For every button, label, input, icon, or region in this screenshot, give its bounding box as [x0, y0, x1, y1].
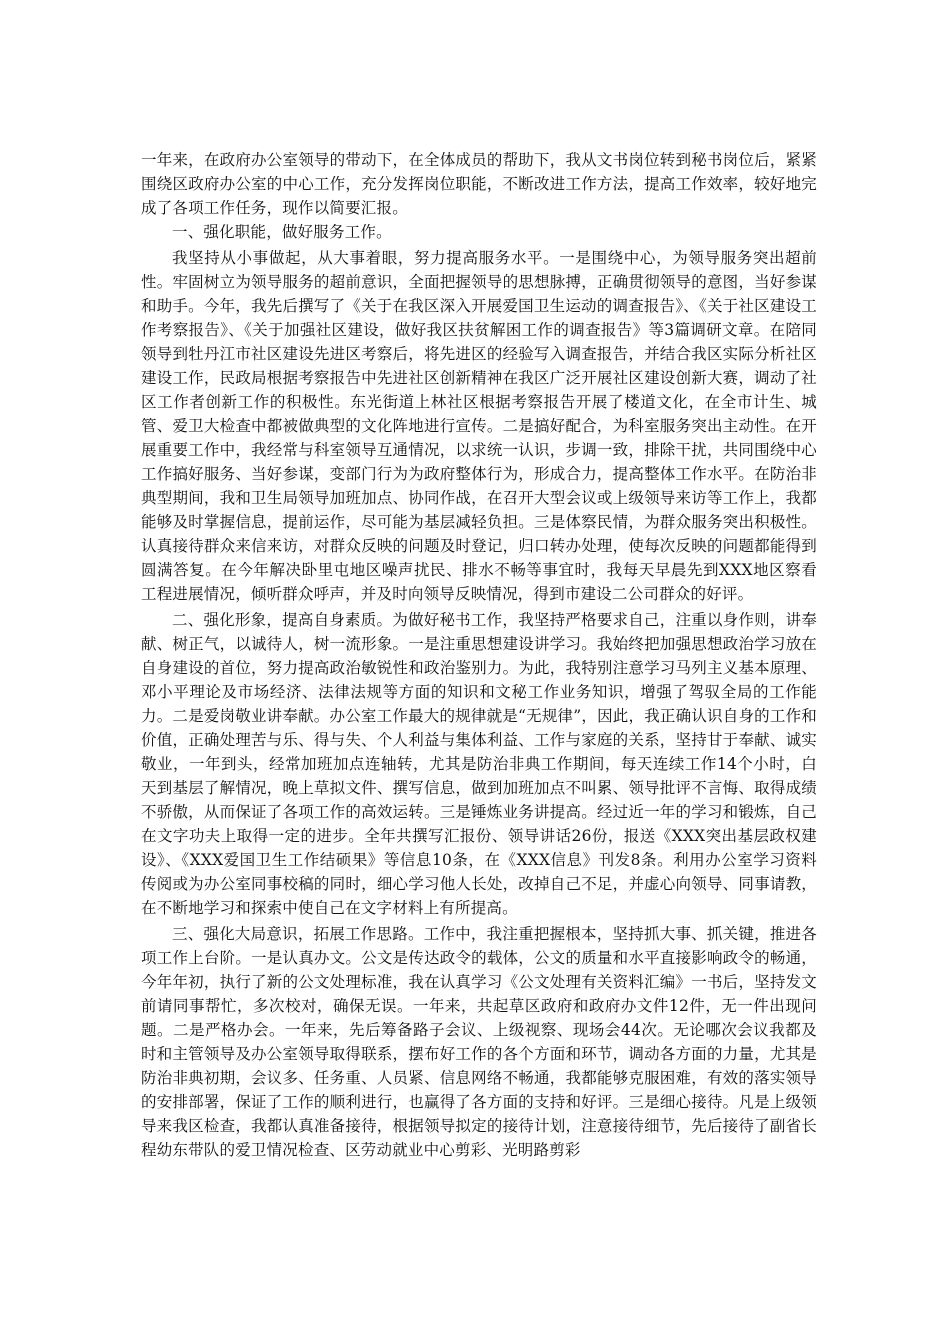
section-2-paragraph: 二、强化形象，提高自身素质。为做好秘书工作，我坚持严格要求自己，注重以身作则，讲奉献、树正气，以诚待人，树一流形象。一是注重思想建设讲学习。我始终把加强思想政治学习放在自身建设的首位，努力提高政治敏锐性和政治鉴别力。为此，我特别注意学习马列主义基本原理、邓小平理论及市场经济、法律法规等方面的知识和文秘工作业务知识，增强了驾驭全局的工作能力。二是爱岗敬业讲奉献。办公室工作最大的规律就是“无规律”，因此，我正确认识自身的工作和价值，正确处理苦与乐、得与失、个人利益与集体利益、工作与家庭的关系，坚持甘于奉献、诚实敬业，一年到头，经常加班加点连轴转，尤其是防治非典工作期间，每天连续工作14个小时，白天到基层了解情况，晚上草拟文件、撰写信息，做到加班加点不叫累、领导批评不言悔、取得成绩不骄傲，从而保证了各项工作的高效运转。三是锤炼业务讲提高。经过近一年的学习和锻炼，自己在文字功夫上取得一定的进步。全年共撰写汇报份、领导讲话26份，报送《XXX突出基层政权建设》、《XXX爱国卫生工作结硕果》等信息10条，在《XXX信息》刊发8条。利用办公室学习资料传阅或为办公室同事校稿的同时，细心学习他人长处，改掉自己不足，并虚心向领导、同事请教，在不断地学习和探索中使自己在文字材料上有所提高。	[141, 611, 817, 917]
section-1-paragraph: 我坚持从小事做起，从大事着眼，努力提高服务水平。一是围绕中心，为领导服务突出超前性。牢固树立为领导服务的超前意识，全面把握领导的思想脉搏，正确贯彻领导的意图，当好参谋和助手。今年，我先后撰写了《关于在我区深入开展爱国卫生运动的调查报告》、《关于社区建设工作考察报告》、《关于加强社区建设，做好我区扶贫解困工作的调查报告》等3篇调研文章。在陪同领导到牡丹江市社区建设先进区考察后，将先进区的经验写入调查报告，并结合我区实际分析社区建设工作，民政局根据考察报告中先进社区创新精神在我区广泛开展社区建设创新大赛，调动了社区工作者创新工作的积极性。东光街道上林社区根据考察报告开展了楼道文化，在全市计生、城管、爱卫大检查中都被做典型的文化阵地进行宣传。二是搞好配合，为科室服务突出主动性。在开展重要工作中，我经常与科室领导互通情况，以求统一认识，步调一致，排除干扰，共同围绕中心工作搞好服务、当好参谋，变部门行为为政府整体行为，形成合力，提高整体工作水平。在防治非典型期间，我和卫生局领导加班加点、协同作战，在召开大型会议或上级领导来访等工作上，我都能够及时掌握信息，提前运作，尽可能为基层减轻负担。三是体察民情，为群众服务突出积极性。认真接待群众来信来访，对群众反映的问题及时登记，归口转办处理，使每次反映的问题都能得到圆满答复。在今年解决卧里屯地区噪声扰民、排水不畅等事宜时，我每天早晨先到XXX地区察看工程进展情况，倾听群众呼声，并及时向领导反映情况，得到市建设二公司群众的好评。	[141, 249, 817, 603]
section-3-paragraph: 三、强化大局意识，拓展工作思路。工作中，我注重把握根本，坚持抓大事、抓关键，推进各项工作上台阶。一是认真办文。公文是传达政令的载体，公文的质量和水平直接影响政令的畅通，今年年初，执行了新的公文处理标准，我在认真学习《公文处理有关资料汇编》一书后，坚持发文前请同事帮忙，多次校对，确保无误。一年来，共起草区政府和政府办文件12件，无一件出现问题。二是严格办会。一年来，先后筹备路子会议、上级视察、现场会44次。无论哪次会议我都及时和主管领导及办公室领导取得联系，摆布好工作的各个方面和环节，调动各方面的力量，尤其是防治非典初期，会议多、任务重、人员紧、信息网络不畅通，我都能够克服困难，有效的落实领导的安排部署，保证了工作的顺利进行，也赢得了各方面的支持和好评。三是细心接待。凡是上级领导来我区检查，我都认真准备接待，根据领导拟定的接待计划，注意接待细节，先后接待了副省长程幼东带队的爱卫情况检查、区劳动就业中心剪彩、光明路剪彩	[141, 925, 817, 1159]
document-body	[141, 148, 817, 1162]
section-heading-1: 一、强化职能，做好服务工作。	[172, 223, 392, 241]
intro-paragraph: 一年来，在政府办公室领导的带动下，在全体成员的帮助下，我从文书岗位转到秘书岗位后，紧紧围绕区政府办公室的中心工作，充分发挥岗位职能，不断改进工作方法，提高工作效率，较好地完成了各项工作任务，现作以简要汇报。	[141, 151, 817, 217]
